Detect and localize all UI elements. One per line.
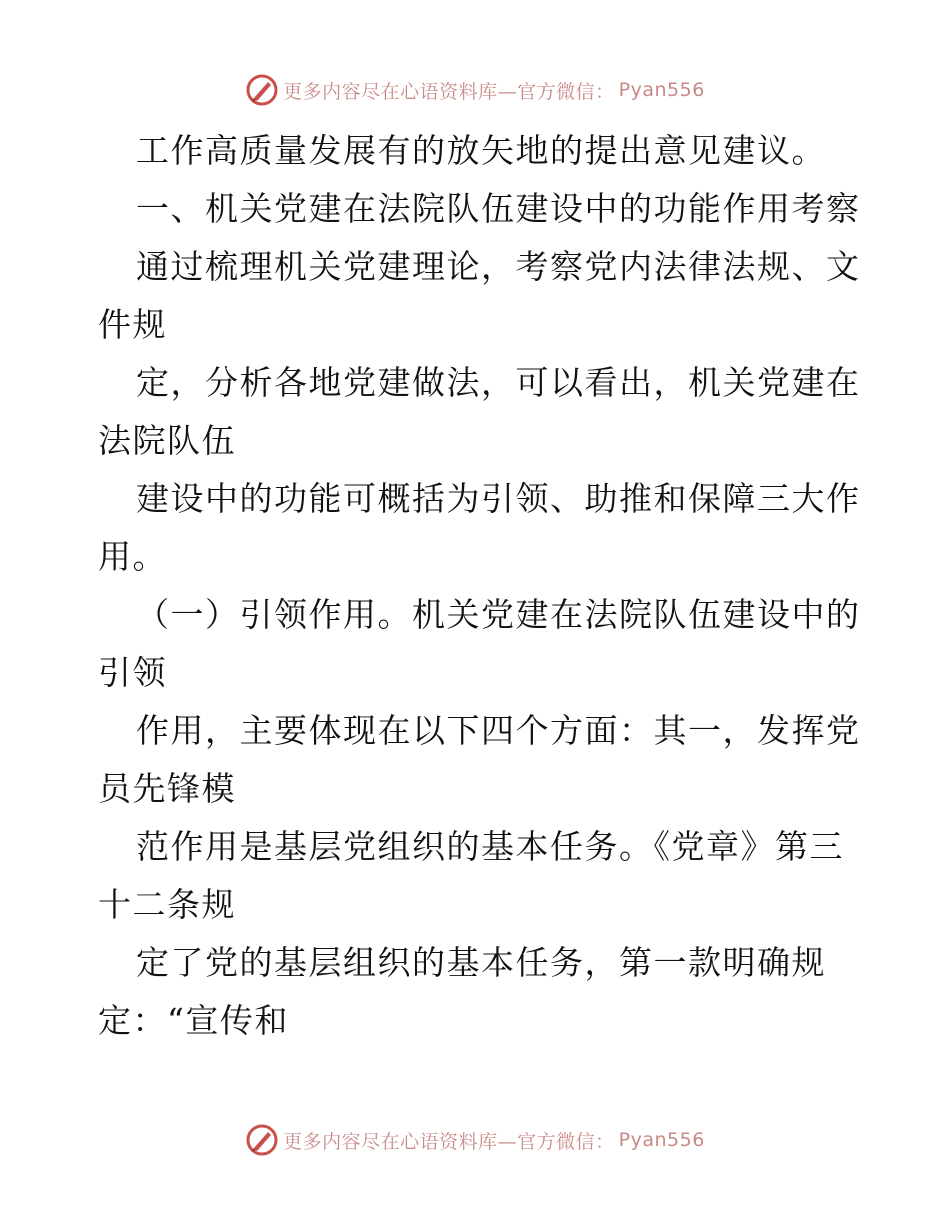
watermark-text: 更多内容尽在心语资料库—官方微信： [283, 80, 615, 103]
body-line-6: 法院队伍 [98, 421, 236, 460]
pen-logo-icon [245, 1123, 279, 1157]
header-watermark [0, 70, 950, 110]
body-line-13: 范作用是基层党组织的基本任务。《党章》第三 [136, 827, 844, 866]
body-line-14: 十二条规 [98, 885, 236, 924]
watermark-text: 更多内容尽在心语资料库—官方微信： [283, 1130, 615, 1153]
body-line-4: 件规 [98, 305, 167, 344]
body-line-10: 引领 [98, 653, 167, 692]
watermark-handle: Pyan556 [618, 1129, 705, 1151]
body-line-3: 通过梳理机关党建理论，考察党内法律法规、文 [136, 247, 861, 286]
subsection-heading-1: （一）引领作用。机关党建在法院队伍建设中的 [136, 595, 861, 634]
body-line-8: 用。 [98, 537, 167, 576]
body-line-16: 定：“宣传和 [98, 1001, 289, 1040]
document-body [98, 122, 861, 1050]
section-heading-1: 一、机关党建在法院队伍建设中的功能作用考察 [136, 189, 861, 228]
body-line-12: 员先锋模 [98, 769, 236, 808]
watermark-handle: Pyan556 [618, 79, 705, 101]
footer-watermark [0, 1120, 950, 1160]
body-line-1: 工作高质量发展有的放矢地的提出意见建议。 [136, 131, 826, 170]
pen-logo-icon [245, 73, 279, 107]
body-line-7: 建设中的功能可概括为引领、助推和保障三大作 [136, 479, 861, 518]
body-line-15: 定了党的基层组织的基本任务，第一款明确规 [136, 943, 826, 982]
body-line-11: 作用，主要体现在以下四个方面：其一，发挥党 [136, 711, 861, 750]
body-line-5: 定，分析各地党建做法，可以看出，机关党建在 [136, 363, 861, 402]
